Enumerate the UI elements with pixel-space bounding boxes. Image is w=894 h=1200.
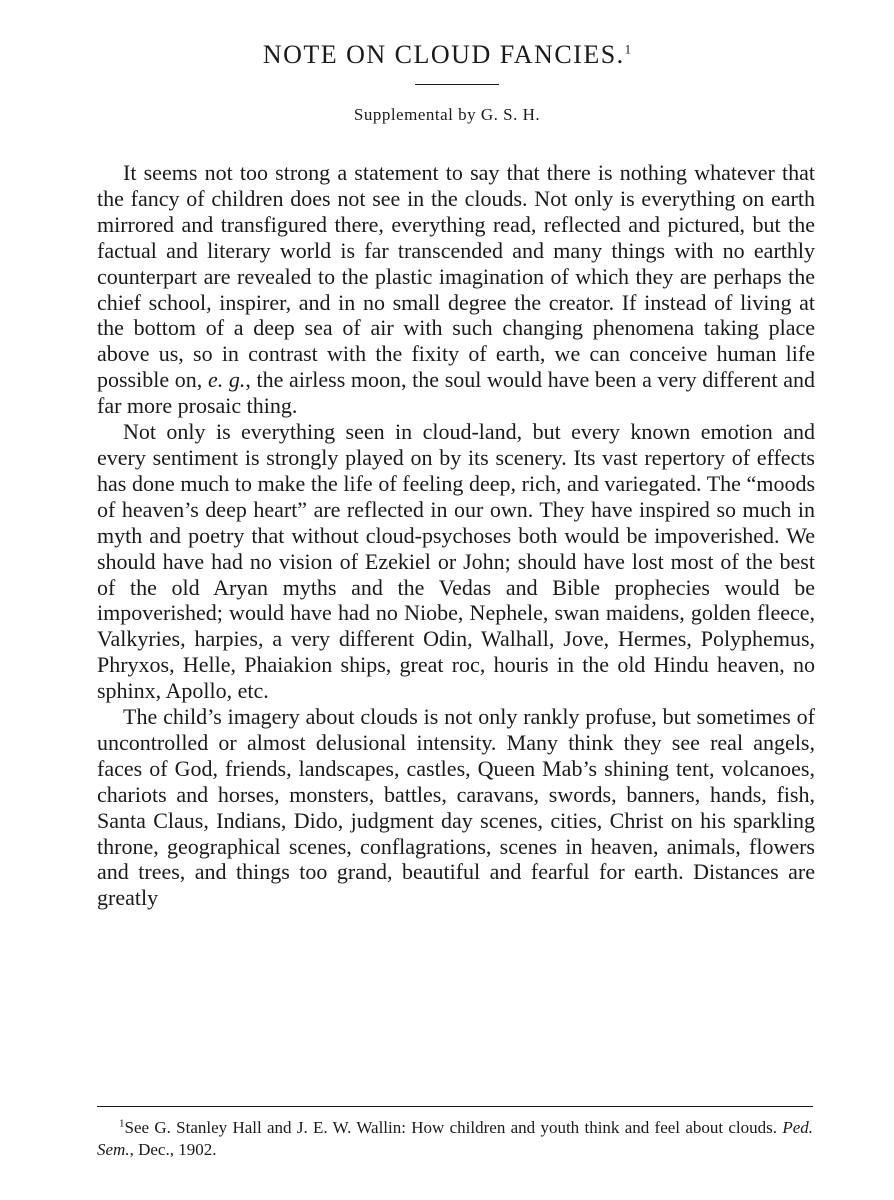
paragraph-1-part-b: , the airless moon, the soul would have been a very different and far more prosaic thing. bbox=[97, 367, 815, 419]
paragraph-1 bbox=[97, 160, 815, 419]
page-title bbox=[0, 40, 894, 70]
footnote bbox=[97, 1117, 813, 1161]
footnote-text bbox=[97, 1117, 813, 1161]
footnote-text-part-a: See G. Stanley Hall and J. E. W. Wallin: How children and youth think and feel about clouds. bbox=[124, 1118, 783, 1137]
paragraph-1-italic: e. g. bbox=[207, 367, 246, 393]
title-footnote-marker: 1 bbox=[624, 41, 632, 57]
footnote-marker: 1 bbox=[119, 1117, 125, 1130]
title-text: NOTE ON CLOUD FANCIES. bbox=[262, 40, 625, 69]
footnote-divider bbox=[97, 1106, 813, 1107]
footnote-italic: Ped. Sem. bbox=[97, 1118, 813, 1159]
paragraph-3: The child’s imagery about clouds is not only rankly profuse, but sometimes of uncontrolled or almost delusional intensity. Many think they see real angels, faces of God, friends, landscapes, castles, Queen Mab’s shining tent, volcanoes, chariots and horses, monsters, battles, caravans, swords, banners, hands, fish, Santa Claus, Indians, Dido, judgment day scenes, cities, Christ on his sparkling throne, geographical scenes, conflagrations, scenes in heaven, animals, flowers and trees, and things too grand, beautiful and fearful for earth. Distances are greatly bbox=[97, 704, 815, 911]
subtitle: Supplemental by G. S. H. bbox=[353, 105, 541, 124]
title-divider bbox=[415, 84, 499, 85]
footnote-text-part-b: , Dec., 1902. bbox=[129, 1140, 217, 1159]
paragraph-2: Not only is everything seen in cloud-land, but every known emotion and every sentiment is strongly played on by its scenery. Its vast repertory of effects has done much to make the life of feeling deep, rich, and variegated. The “moods of heaven’s deep heart” are reflected in our own. They have inspired so much in myth and poetry that without cloud-psychoses both would be impoverished. We should have had no vision of Ezekiel or John; should have lost most of the best of the old Aryan myths and the Vedas and Bible prophecies would be impoverished; would have had no Niobe, Nephele, swan maidens, golden fleece, Valkyries, harpies, a very different Odin, Walhall, Jove, Hermes, Polyphemus, Phryxos, Helle, Phaiakion ships, great roc, houris in the old Hindu heaven, no sphinx, Apollo, etc. bbox=[97, 419, 815, 704]
paragraph-1-part-a: It seems not too strong a statement to say that there is nothing whatever that the fancy of children does not see in the clouds. Not only is everything on earth mirrored and transfigured there, everything read, reflected and pictured, but the factual and literary world is far transcended and many things with no earthly counterpart are revealed to the plastic imagination of which they are perhaps the chief school, inspirer, and in no small degree the creator. If instead of living at the bottom of a deep sea of air with such changing phenomena taking place above us, so in contrast with the fixity of earth, we can conceive human life possible on, bbox=[97, 160, 815, 393]
body-text bbox=[97, 160, 815, 911]
